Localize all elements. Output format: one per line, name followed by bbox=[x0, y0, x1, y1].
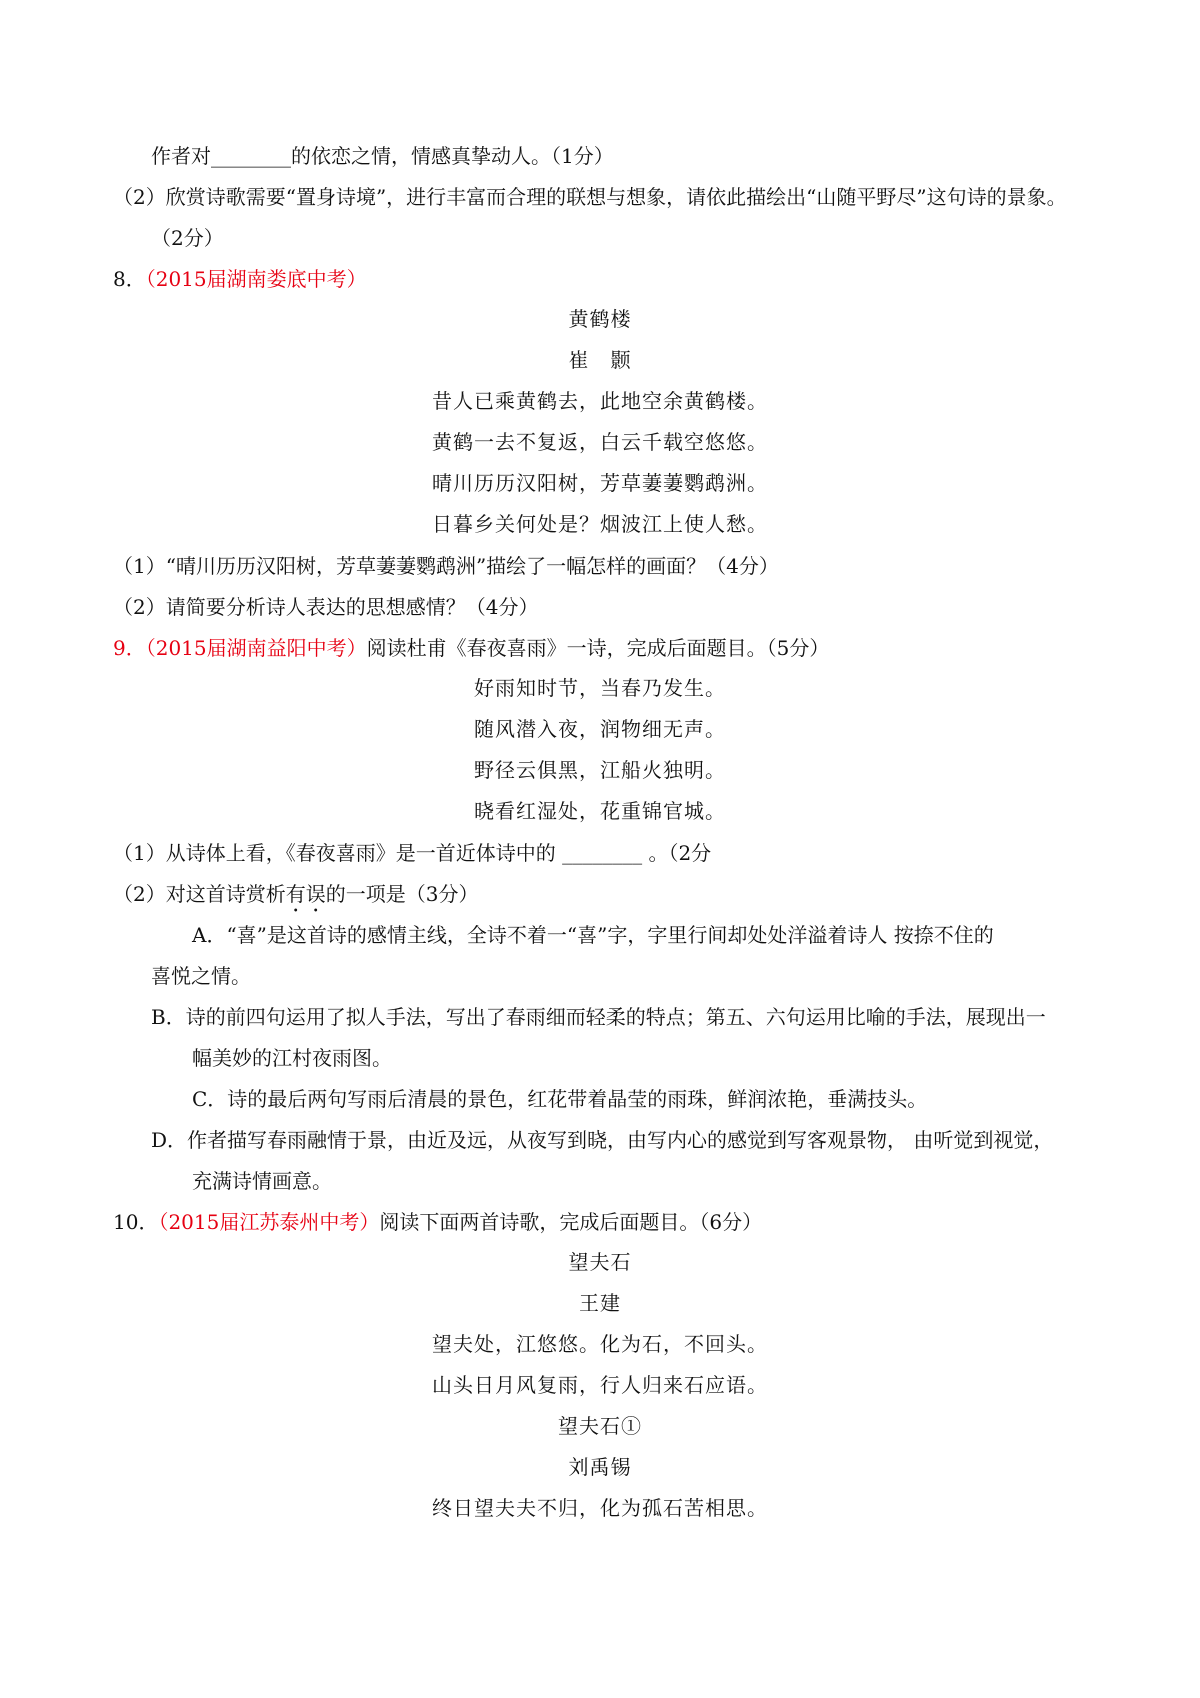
poem-title-text: 望夫石 bbox=[568, 1252, 632, 1274]
poem-author-text: 王建 bbox=[579, 1293, 621, 1315]
q9-sub2-prefix: （2）对这首诗赏析 bbox=[113, 882, 286, 906]
option-d-line-2: 充满诗情画意。 bbox=[192, 1169, 332, 1193]
poem-line-text: 晴川历历汉阳树，芳草萋萋鹦鹉洲。 bbox=[432, 473, 768, 495]
q9-poem-line bbox=[0, 751, 1200, 792]
poem-line-text: 望夫处，江悠悠。化为石，不回头。 bbox=[432, 1334, 768, 1356]
q9-option-c bbox=[0, 1079, 1200, 1120]
q9-option-d-cont bbox=[0, 1161, 1200, 1202]
q9-number: 9． bbox=[113, 636, 146, 660]
poem-line-text: 随风潜入夜，润物细无声。 bbox=[474, 719, 726, 741]
q8-poem-title bbox=[0, 300, 1200, 341]
q10-poem2-line bbox=[0, 1489, 1200, 1530]
q8-sub2-text: （2）请简要分析诗人表达的思想感情？（4分） bbox=[113, 595, 539, 619]
q7-sub1-continuation bbox=[0, 136, 1200, 177]
q9-poem-line bbox=[0, 710, 1200, 751]
q10-poem1-line bbox=[0, 1325, 1200, 1366]
q10-poem1-author bbox=[0, 1284, 1200, 1325]
option-b-line-2: 幅美妙的江村夜雨图。 bbox=[192, 1046, 392, 1070]
poem-line-text: 日暮乡关何处是？烟波江上使人愁。 bbox=[432, 514, 768, 536]
q10-intro: 阅读下面两首诗歌，完成后面题目。（6分） bbox=[379, 1210, 763, 1234]
option-a-line-1: A．“喜”是这首诗的感情主线，全诗不着一“喜”字，字里行间却处处洋溢着诗人 按捺不住的 bbox=[192, 923, 994, 947]
q8-sub1-text: （1）“晴川历历汉阳树，芳草萋萋鹦鹉洲”描绘了一幅怎样的画面？（4分） bbox=[113, 554, 779, 578]
poem-line-text: 终日望夫夫不归，化为孤石苦相思。 bbox=[432, 1498, 768, 1520]
q8-poem-line bbox=[0, 423, 1200, 464]
q9-sub2-suffix: 的一项是（3分） bbox=[325, 882, 479, 906]
poem-line-text: 晓看红湿处，花重锦官城。 bbox=[474, 801, 726, 823]
q8-poem-author-text: 崔 颢 bbox=[568, 350, 632, 372]
q8-number: 8． bbox=[113, 267, 146, 291]
q10-poem2-author bbox=[0, 1448, 1200, 1489]
q8-sub1 bbox=[0, 546, 1200, 587]
q9-sub2-emphasis: 有误 bbox=[285, 882, 326, 906]
q10-poem1-title bbox=[0, 1243, 1200, 1284]
q7-sub2 bbox=[0, 177, 1200, 218]
poem-line-text: 黄鹤一去不复返，白云千载空悠悠。 bbox=[432, 432, 768, 454]
poem-line-text: 昔人已乘黄鹤去，此地空余黄鹤楼。 bbox=[432, 391, 768, 413]
q8-poem-title-text: 黄鹤楼 bbox=[568, 309, 632, 331]
q10-heading bbox=[0, 1202, 1200, 1243]
q8-poem-line bbox=[0, 382, 1200, 423]
q8-heading bbox=[0, 259, 1200, 300]
option-b-line-1: B．诗的前四句运用了拟人手法，写出了春雨细而轻柔的特点；第五、六句运用比喻的手法，展现出一 bbox=[151, 1005, 1046, 1029]
q9-source: （2015届湖南益阳中考） bbox=[145, 636, 367, 660]
q9-option-a-cont bbox=[0, 956, 1200, 997]
q9-option-b-cont bbox=[0, 1038, 1200, 1079]
q9-poem-line bbox=[0, 669, 1200, 710]
q9-sub1 bbox=[0, 833, 1200, 874]
q7-sub2-text: （2）欣赏诗歌需要“置身诗境”，进行丰富而合理的联想与想象，请依此描绘出“山随平野尽”这句诗的景象。 bbox=[113, 185, 1067, 209]
q9-option-a bbox=[0, 915, 1200, 956]
q7-sub2-score-text: （2分） bbox=[151, 226, 224, 250]
q9-option-d bbox=[0, 1120, 1200, 1161]
q10-poem2-title bbox=[0, 1407, 1200, 1448]
q8-poem-author bbox=[0, 341, 1200, 382]
q9-heading bbox=[0, 628, 1200, 669]
poem-title-text: 望夫石① bbox=[558, 1416, 642, 1438]
q10-poem1-line bbox=[0, 1366, 1200, 1407]
poem-author-text: 刘禹锡 bbox=[568, 1457, 632, 1479]
q9-option-b bbox=[0, 997, 1200, 1038]
q9-intro: 阅读杜甫《春夜喜雨》一诗，完成后面题目。（5分） bbox=[366, 636, 830, 660]
q8-poem-line bbox=[0, 505, 1200, 546]
option-d-line-1: D．作者描写春雨融情于景，由近及远，从夜写到晓，由写内心的感觉到写客观景物， 由听觉到视觉， bbox=[151, 1128, 1054, 1152]
q9-poem-line bbox=[0, 792, 1200, 833]
option-c-line-1: C．诗的最后两句写雨后清晨的景色，红花带着晶莹的雨珠，鲜润浓艳，垂满技头。 bbox=[192, 1087, 928, 1111]
q10-number: 10． bbox=[113, 1210, 159, 1234]
q8-sub2 bbox=[0, 587, 1200, 628]
q8-source: （2015届湖南娄底中考） bbox=[145, 267, 367, 291]
q9-sub1-text: （1）从诗体上看，《春夜喜雨》是一首近体诗中的 ________ 。（2分 bbox=[113, 841, 712, 865]
poem-line-text: 野径云俱黑，江船火独明。 bbox=[474, 760, 726, 782]
q7-sub2-score bbox=[0, 218, 1200, 259]
q10-source: （2015届江苏泰州中考） bbox=[158, 1210, 380, 1234]
option-a-line-2: 喜悦之情。 bbox=[151, 964, 251, 988]
poem-line-text: 山头日月风复雨，行人归来石应语。 bbox=[432, 1375, 768, 1397]
exam-page bbox=[0, 136, 1200, 1530]
q8-poem-line bbox=[0, 464, 1200, 505]
q9-sub2 bbox=[0, 874, 1200, 915]
poem-line-text: 好雨知时节，当春乃发生。 bbox=[474, 678, 726, 700]
q7-blank-line-text: 作者对________的依恋之情，情感真挚动人。（1分） bbox=[151, 144, 614, 168]
